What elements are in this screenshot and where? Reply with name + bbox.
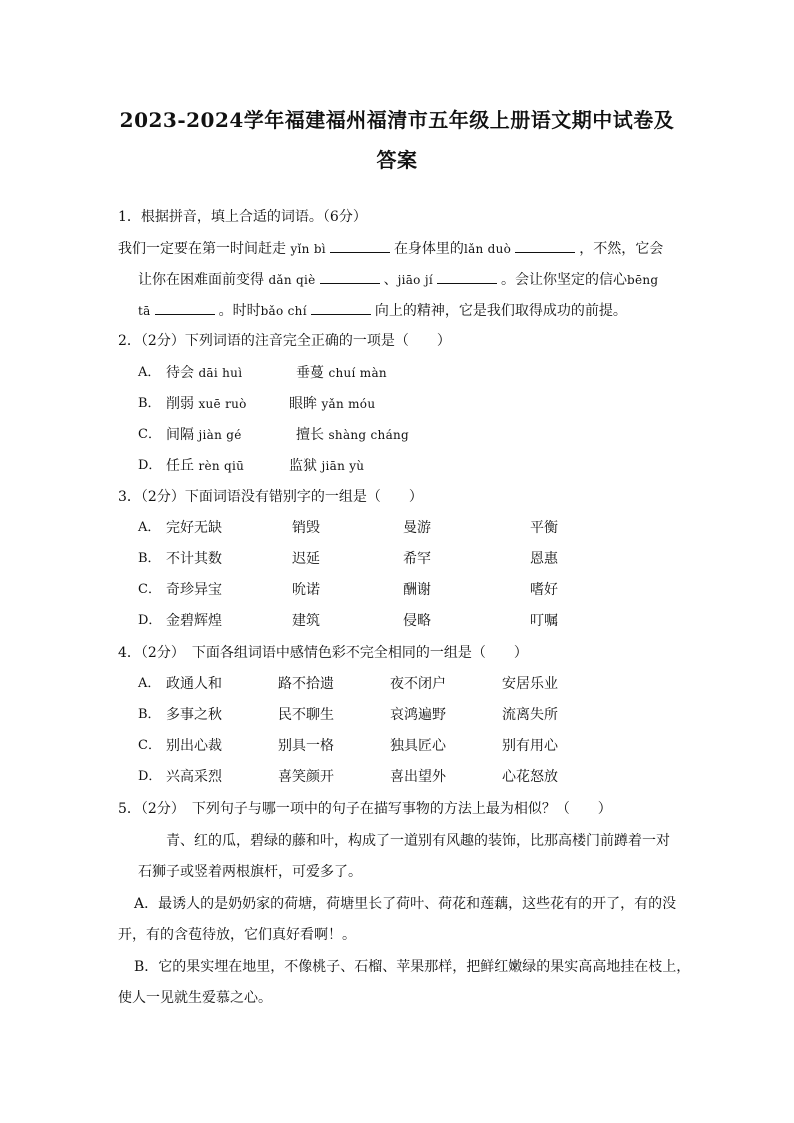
option-word: 迟延 <box>292 551 320 567</box>
option-word: 建筑 <box>292 613 320 629</box>
option-word: 兴高采烈 <box>166 769 222 785</box>
option-word: 曼游 <box>403 520 431 536</box>
option-letter: D． <box>138 458 162 473</box>
option-word: 嗜好 <box>530 582 558 598</box>
option-word: 平衡 <box>530 520 558 536</box>
option-word: 别出心裁 <box>166 738 222 754</box>
option-word: 心花怒放 <box>502 769 558 785</box>
pinyin: jiāo jí <box>397 273 433 287</box>
option-word: 垂蔓 chuí màn <box>296 365 387 381</box>
question-3-heading: 3．（2分）下面词语没有错别字的一组是（ ） <box>118 489 423 505</box>
option-word: 哀鸿遍野 <box>390 707 446 723</box>
option-word: 别具一格 <box>278 738 334 754</box>
option-word: 金碧辉煌 <box>166 613 222 629</box>
option-b-line-1: B．它的果实埋在地里，不像桃子、石榴、苹果那样，把鲜红嫩绿的果实高高地挂在枝上， <box>134 959 691 975</box>
option-letter: D． <box>138 769 162 784</box>
option-letter: B． <box>138 551 161 566</box>
option-word: 喜笑颜开 <box>278 769 334 785</box>
option-word: 叮嘱 <box>530 613 558 629</box>
text-segment: ，不然，它会 <box>579 241 664 257</box>
option-letter: A． <box>138 365 161 380</box>
title-line-2: 答案 <box>376 148 418 172</box>
pinyin: tā <box>138 304 151 318</box>
option-word: 夜不闭户 <box>390 676 446 692</box>
option-word: 别有用心 <box>502 738 558 754</box>
text-segment: 向上的精神，它是我们取得成功的前提。 <box>374 303 627 319</box>
option-word: 监狱 jiān yù <box>289 458 365 474</box>
option-word: 民不聊生 <box>278 707 334 723</box>
option-word: 侵略 <box>403 613 431 629</box>
exam-title <box>110 100 684 180</box>
option-letter: D． <box>138 613 162 628</box>
pinyin: bǎo chí <box>260 304 307 318</box>
text-segment: 我们一定要在第一时间赶走 <box>118 241 291 257</box>
option-letter: A． <box>138 520 161 535</box>
option-word: 擅长 shàng cháng <box>296 427 410 443</box>
question-1-line-3 <box>138 300 627 321</box>
option-word: 完好无缺 <box>166 520 222 536</box>
option-a-line-1: A．最诱人的是奶奶家的荷塘，荷塘里长了荷叶、荷花和莲藕，这些花有的开了，有的没 <box>134 896 677 912</box>
answer-blank[interactable] <box>330 238 390 253</box>
pinyin: lǎn duò <box>463 242 512 256</box>
text-segment: 在身体里的 <box>393 241 464 257</box>
option-word: 希罕 <box>403 551 431 567</box>
option-letter: B． <box>138 707 161 722</box>
option-letter: C． <box>138 738 161 753</box>
option-word: 削弱 xuē ruò <box>166 396 247 412</box>
option-word: 多事之秋 <box>166 707 222 723</box>
option-word: 恩惠 <box>530 551 558 567</box>
option-a-line-2: 开，有的含苞待放，它们真好看啊！。 <box>118 927 356 943</box>
title-line-1: 2023-2024学年福建福州福清市五年级上册语文期中试卷及 <box>119 108 675 132</box>
answer-blank[interactable] <box>311 300 371 315</box>
option-letter: B． <box>138 396 161 411</box>
option-word: 销毁 <box>292 520 320 536</box>
question-5-passage-line-2: 石狮子或竖着两根旗杆，可爱多了。 <box>138 864 362 880</box>
option-word: 安居乐业 <box>502 676 558 692</box>
option-word: 酬谢 <box>403 582 431 598</box>
question-4-heading: 4．（2分） 下面各组词语中感情色彩不完全相同的一组是（ ） <box>118 645 528 661</box>
question-5-passage-line-1: 青、红的瓜，碧绿的藤和叶，构成了一道别有风趣的装饰，比那高楼门前蹲着一对 <box>166 833 670 849</box>
option-word: 待会 dāi huì <box>166 365 243 381</box>
text-segment: 让你在困难面前变得 <box>138 272 269 288</box>
option-word: 独具匠心 <box>390 738 446 754</box>
text-segment: 。时时 <box>218 303 261 319</box>
option-word: 间隔 jiàn gé <box>166 427 242 443</box>
option-letter: C． <box>138 427 161 442</box>
option-letter: C． <box>138 582 161 597</box>
question-5-heading: 5．（2分） 下列句子与哪一项中的句子在描写事物的方法上最为相似？（ ） <box>118 801 612 817</box>
answer-blank[interactable] <box>437 269 497 284</box>
option-word: 不计其数 <box>166 551 222 567</box>
option-word: 吮诺 <box>292 582 320 598</box>
option-word: 任丘 rèn qiū <box>166 458 245 474</box>
option-word: 喜出望外 <box>390 769 446 785</box>
answer-blank[interactable] <box>515 238 575 253</box>
pinyin: dǎn qiè <box>268 273 316 287</box>
option-word: 路不拾遗 <box>278 676 334 692</box>
question-2-heading: 2．（2分）下列词语的注音完全正确的一项是（ ） <box>118 333 451 349</box>
text-segment: 、 <box>383 272 398 288</box>
option-word: 奇珍异宝 <box>166 582 222 598</box>
question-1-heading: 1．根据拼音，填上合适的词语。（6分） <box>118 209 367 225</box>
option-word: 政通人和 <box>166 676 222 692</box>
option-letter: A． <box>138 676 161 691</box>
pinyin: yǐn bì <box>290 242 326 256</box>
option-b-line-2: 使人一见就生爱慕之心。 <box>118 990 272 1006</box>
question-1-line-2 <box>138 269 658 290</box>
answer-blank[interactable] <box>320 269 380 284</box>
text-segment: 。会让你坚定的信心 <box>500 272 627 288</box>
pinyin: bēng <box>626 273 659 287</box>
option-word: 眼眸 yǎn móu <box>289 396 376 412</box>
option-word: 流离失所 <box>502 707 558 723</box>
question-1-line-1 <box>118 238 663 259</box>
answer-blank[interactable] <box>155 300 215 315</box>
